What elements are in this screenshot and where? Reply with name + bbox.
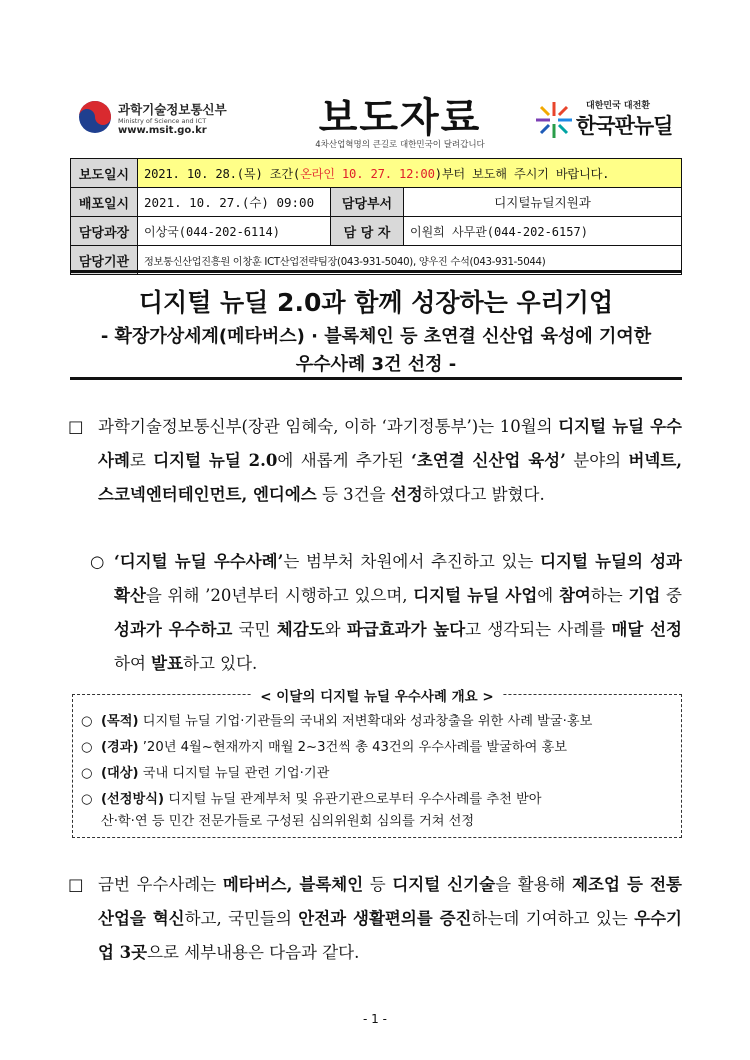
summary-item-continuation: 산·학·연 등 민간 전문가들로 구성된 심의위원회 심의를 거쳐 선정 bbox=[101, 814, 475, 829]
p2-seg: 하여 bbox=[114, 654, 152, 673]
subheadline-line-1: - 확장가상세계(메타버스) · 블록체인 등 초연결 신산업 육성에 기여한 bbox=[100, 326, 652, 347]
summary-item-label: (대상) bbox=[101, 766, 139, 781]
subheadline bbox=[70, 323, 682, 379]
doc-type-title: 보도자료 bbox=[318, 94, 482, 141]
summary-item-text: 국내 디지털 뉴딜 관련 기업·기관 bbox=[138, 766, 330, 781]
summary-title bbox=[73, 685, 681, 705]
summary-item-text: 디지털 뉴딜 관계부처 및 유관기관으로부터 우수사례를 추천 받아 bbox=[164, 792, 542, 807]
p1-seg: 로 bbox=[129, 451, 154, 470]
p2-seg: 에 bbox=[537, 586, 559, 605]
report-date-value bbox=[138, 159, 682, 188]
p2-seg: 하는 bbox=[590, 586, 629, 605]
summary-box bbox=[72, 689, 682, 838]
summary-bullet: ○ bbox=[81, 740, 93, 755]
p1-seg: 하였다고 밝혔다. bbox=[422, 485, 545, 504]
summary-item bbox=[81, 737, 567, 758]
p2-seg: 는 범부처 차원에서 추진하고 있는 bbox=[283, 552, 541, 571]
p2-bold: 매달 선정 bbox=[611, 620, 682, 639]
p3-bold: 디지털 신기술 bbox=[392, 875, 496, 894]
p3-seg: 하고, 국민들의 bbox=[184, 909, 299, 928]
p3-bold: 우수기업 3곳 bbox=[98, 909, 682, 962]
page-number: - 1 - bbox=[363, 1012, 387, 1026]
report-date-text-b: )부터 보도해 주시기 바랍니다. bbox=[434, 166, 610, 181]
p1-seg: 에 새롭게 추가된 bbox=[277, 451, 412, 470]
square-bullet: □ bbox=[68, 875, 84, 894]
dept-label: 담당부서 bbox=[331, 188, 404, 217]
p3-seg: 하는데 기여하고 있는 bbox=[471, 909, 635, 928]
agency-label: 담당기관 bbox=[71, 246, 138, 275]
newdeal-title: 한국판뉴딜 bbox=[576, 114, 673, 138]
paragraph-1 bbox=[68, 410, 682, 512]
summary-item bbox=[81, 789, 542, 810]
p1-bold: 디지털 뉴딜 2.0 bbox=[153, 451, 278, 470]
summary-item-label: (경과) bbox=[101, 740, 139, 755]
dist-date-label: 배포일시 bbox=[71, 188, 138, 217]
summary-bullet: ○ bbox=[81, 792, 93, 807]
p3-bold: 안전과 생활편의를 증진 bbox=[298, 909, 472, 928]
p3-seg: 으로 세부내용은 다음과 같다. bbox=[147, 943, 360, 962]
p1-seg: 분야의 bbox=[565, 451, 629, 470]
sparkle-icon bbox=[534, 100, 574, 140]
p2-bold: 체감도 bbox=[276, 620, 325, 639]
dist-date-value: 2021. 10. 27.(수) 09:00 bbox=[138, 188, 331, 217]
headline-box bbox=[70, 270, 682, 380]
paragraph-3-text bbox=[68, 868, 682, 970]
report-date-text-a: 2021. 10. 28.(목) 조간( bbox=[144, 166, 301, 181]
dist-row bbox=[71, 188, 682, 217]
subheadline-line-2: 우수사례 3건 선정 - bbox=[295, 354, 457, 375]
p1-bold: 디지털 뉴딜 우수사례 bbox=[98, 417, 682, 470]
summary-title-text: < 이달의 디지털 뉴딜 우수사례 개요 > bbox=[252, 689, 501, 705]
summary-item-label: (선정방식) bbox=[101, 792, 165, 807]
person-value: 이원희 사무관(044-202-6157) bbox=[404, 217, 682, 246]
summary-item bbox=[81, 763, 329, 784]
p2-seg: 고 생각되는 사례를 bbox=[465, 620, 612, 639]
p2-seg: 을 위해 ’20년부터 시행하고 있으며, bbox=[145, 586, 414, 605]
p3-bold: 메타버스, 블록체인 bbox=[222, 875, 364, 894]
p2-seg: 국민 bbox=[232, 620, 277, 639]
contact-row bbox=[71, 217, 682, 246]
paragraph-2-text bbox=[90, 545, 682, 681]
taegeuk-icon bbox=[78, 100, 112, 134]
circle-bullet: ○ bbox=[90, 552, 105, 571]
ministry-url: www.msit.go.kr bbox=[118, 125, 207, 136]
p1-seg: 등 3건을 bbox=[316, 485, 391, 504]
summary-item-text: ’20년 4월~현재까지 매월 2~3건씩 총 43건의 우수사례를 발굴하여 홍보 bbox=[138, 740, 568, 755]
ministry-english: Ministry of Science and ICT bbox=[118, 117, 207, 125]
report-date-row bbox=[71, 159, 682, 188]
p2-seg: 와 bbox=[324, 620, 347, 639]
paragraph-3 bbox=[68, 868, 682, 970]
section-chief-label: 담당과장 bbox=[71, 217, 138, 246]
ministry-name: 과학기술정보통신부 bbox=[118, 102, 227, 117]
p3-bold: 제조업 등 전통산업을 혁신 bbox=[98, 875, 682, 928]
p2-bold: 성과가 우수하고 bbox=[114, 620, 233, 639]
summary-item-text: 디지털 뉴딜 기업·기관들의 국내외 저변확대와 성과창출을 위한 사례 발굴·홍보 bbox=[138, 714, 593, 729]
slogan: 4차산업혁명의 큰길로 대한민국이 달려갑니다 bbox=[315, 140, 485, 150]
p2-bold: 발표 bbox=[151, 654, 184, 673]
summary-bullet: ○ bbox=[81, 766, 93, 781]
ministry-logo bbox=[78, 98, 278, 138]
section-chief-value: 이상국(044-202-6114) bbox=[138, 217, 331, 246]
p1-seg: 과학기술정보통신부(장관 임혜숙, 이하 ‘과기정통부’)는 10월의 bbox=[98, 417, 559, 436]
summary-bullet: ○ bbox=[81, 714, 93, 729]
p2-bold: 파급효과가 높다 bbox=[346, 620, 466, 639]
p1-bold: ‘초연결 신산업 육성’ bbox=[411, 451, 566, 470]
report-date-online: 온라인 10. 27. 12:00 bbox=[300, 166, 435, 181]
p2-bold: 디지털 뉴딜 사업 bbox=[413, 586, 538, 605]
person-label: 담 당 자 bbox=[331, 217, 404, 246]
newdeal-subtitle: 대한민국 대전환 bbox=[586, 101, 650, 111]
p3-seg: 등 bbox=[363, 875, 393, 894]
p2-bold: ‘디지털 뉴딜 우수사례’ bbox=[114, 552, 284, 571]
headline: 디지털 뉴딜 2.0과 함께 성장하는 우리기업 bbox=[138, 288, 614, 317]
p1-bold: 선정 bbox=[390, 485, 423, 504]
dept-value: 디지털뉴딜지원과 bbox=[404, 188, 682, 217]
p3-seg: 을 활용해 bbox=[495, 875, 573, 894]
paragraph-1-text bbox=[68, 410, 682, 512]
summary-item-label: (목적) bbox=[101, 714, 139, 729]
p3-seg: 금번 우수사례는 bbox=[98, 875, 223, 894]
p1-bold: 버넥트, 스코넥엔터테인먼트, 엔디에스 bbox=[98, 451, 683, 504]
p2-bold: 디지털 뉴딜의 성과확산 bbox=[114, 552, 682, 605]
p2-bold: 참여 bbox=[558, 586, 591, 605]
paragraph-2 bbox=[90, 545, 682, 681]
p2-bold: 기업 bbox=[628, 586, 661, 605]
p2-seg: 중 bbox=[660, 586, 682, 605]
report-date-label: 보도일시 bbox=[71, 159, 138, 188]
press-info-table bbox=[70, 158, 682, 275]
square-bullet: □ bbox=[68, 417, 84, 436]
agency-value: 정보통신산업진흥원 이창훈 ICT산업전략팀장(043-931-5040), 양우진 수석(043-931-5044) bbox=[138, 246, 682, 275]
summary-item bbox=[81, 711, 592, 732]
newdeal-logo bbox=[532, 98, 702, 142]
p2-seg: 하고 있다. bbox=[183, 654, 258, 673]
